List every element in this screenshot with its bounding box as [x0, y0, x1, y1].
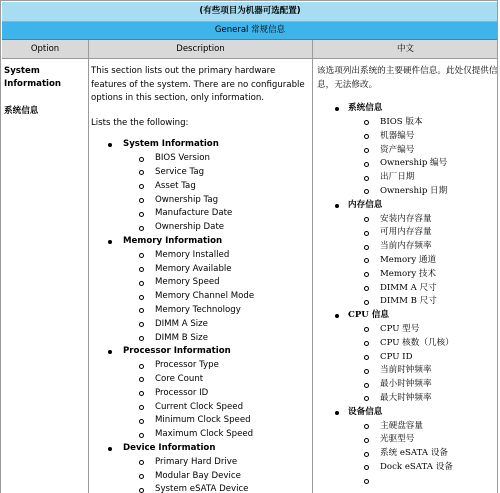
feature-item — [123, 428, 313, 442]
feature-item-label: Modular Bay Device — [155, 470, 241, 481]
circle-bullet-icon — [139, 405, 144, 410]
circle-bullet-icon — [139, 157, 144, 162]
circle-bullet-icon — [139, 184, 144, 189]
feature-item — [348, 489, 498, 493]
feature-item-label: 机器编号 — [380, 130, 415, 141]
circle-bullet-icon — [139, 322, 144, 327]
feature-item — [123, 290, 313, 304]
feature-item-label: Dock eSATA 设备 — [380, 461, 453, 472]
feature-item-label: Ownership 日期 — [380, 185, 448, 196]
bullet-icon — [108, 143, 112, 147]
feature-item — [348, 433, 498, 447]
bullet-icon — [335, 204, 339, 208]
circle-bullet-icon — [139, 253, 144, 258]
feature-list — [91, 138, 313, 493]
bullet-icon — [335, 314, 339, 318]
circle-bullet-icon — [364, 327, 369, 332]
circle-bullet-icon — [139, 226, 144, 231]
circle-bullet-icon — [364, 189, 369, 194]
feature-item-label: Current Clock Speed — [155, 401, 244, 412]
feature-item — [348, 447, 498, 461]
feature-group — [91, 138, 313, 235]
chinese-cell — [317, 59, 498, 493]
bullet-icon — [108, 240, 112, 244]
circle-bullet-icon — [364, 438, 369, 443]
circle-bullet-icon — [139, 295, 144, 300]
feature-group — [317, 102, 498, 199]
description-cell — [91, 59, 313, 493]
feature-item — [348, 378, 498, 392]
feature-item — [348, 351, 498, 365]
option-cell — [4, 59, 86, 116]
feature-item — [123, 470, 313, 484]
feature-item-label: CPU 型号 — [380, 323, 420, 334]
feature-item — [348, 475, 498, 489]
circle-bullet-icon — [364, 258, 369, 263]
feature-item — [348, 157, 498, 171]
feature-item — [348, 144, 498, 158]
feature-group-title: CPU 信息 — [348, 310, 389, 321]
feature-item — [123, 387, 313, 401]
chinese-intro: 该选项列出系统的主要硬件信息。此处仅提供信息，无法修改。 — [317, 66, 498, 90]
feature-item — [348, 420, 498, 434]
feature-item-label: Memory Channel Mode — [155, 291, 255, 302]
feature-item-label: Manufacture Date — [155, 208, 233, 219]
circle-bullet-icon — [364, 341, 369, 346]
feature-group-title: 内存信息 — [348, 199, 383, 210]
feature-item — [348, 392, 498, 406]
feature-item — [348, 323, 498, 337]
circle-bullet-icon — [364, 286, 369, 291]
feature-sublist — [123, 249, 313, 346]
circle-bullet-icon — [139, 377, 144, 382]
feature-sublist — [348, 323, 498, 406]
feature-sublist — [348, 213, 498, 310]
feature-item-label: 出厂日期 — [380, 172, 415, 183]
feature-item-label: DIMM B Size — [155, 332, 208, 343]
circle-bullet-icon — [139, 364, 144, 369]
feature-item-label: DIMM B 尺寸 — [380, 296, 437, 307]
feature-item-label: Ownership 编号 — [380, 158, 448, 169]
feature-item-label: CPU ID — [380, 351, 413, 362]
column-header-description: Description — [89, 40, 312, 59]
feature-item — [348, 268, 498, 282]
feature-item — [123, 318, 313, 332]
circle-bullet-icon — [364, 369, 369, 374]
feature-item-label: Ownership Date — [155, 222, 225, 233]
feature-item — [348, 337, 498, 351]
feature-item — [123, 414, 313, 428]
feature-item — [123, 276, 313, 290]
description-lead: Lists the the following: — [91, 117, 189, 128]
circle-bullet-icon — [364, 300, 369, 305]
circle-bullet-icon — [364, 134, 369, 139]
feature-sublist — [123, 456, 313, 493]
feature-item-label: 系统 eSATA 设备 — [380, 448, 449, 459]
feature-item-label: Processor Type — [155, 360, 219, 371]
feature-item-label: 最小时钟频率 — [380, 379, 432, 390]
feature-item-label: 可用内存容量 — [380, 227, 432, 238]
feature-sublist — [348, 420, 498, 493]
feature-item — [123, 166, 313, 180]
feature-group — [91, 235, 313, 345]
circle-bullet-icon — [139, 198, 144, 203]
circle-bullet-icon — [364, 231, 369, 236]
bullet-icon — [335, 107, 339, 111]
feature-sublist — [348, 116, 498, 199]
option-title-chinese: 系统信息 — [4, 106, 39, 116]
feature-item — [348, 226, 498, 240]
circle-bullet-icon — [139, 391, 144, 396]
description-intro: This section lists out the primary hardware features of the system. There are no configurable options in this section, only information. — [91, 66, 305, 104]
feature-item — [123, 221, 313, 235]
feature-item-label: 当前内存频率 — [380, 241, 432, 252]
feature-item — [123, 263, 313, 277]
option-title-line1: System — [4, 66, 40, 76]
feature-item — [123, 249, 313, 263]
circle-bullet-icon — [364, 424, 369, 429]
feature-item-label: Memory Technology — [155, 304, 241, 315]
circle-bullet-icon — [139, 308, 144, 313]
feature-item — [348, 282, 498, 296]
feature-item-label: Memory Installed — [155, 249, 230, 260]
feature-item — [123, 207, 313, 221]
feature-item-label: Primary Hard Drive — [155, 456, 238, 467]
feature-item — [348, 130, 498, 144]
circle-bullet-icon — [364, 162, 369, 167]
feature-group-title: Device Information — [123, 442, 216, 453]
circle-bullet-icon — [364, 120, 369, 125]
feature-item — [348, 254, 498, 268]
feature-item-label: Ownership Tag — [155, 194, 219, 205]
feature-group-title: Memory Information — [123, 235, 223, 246]
feature-item-label: DIMM A 尺寸 — [380, 282, 437, 293]
feature-group-title: Processor Information — [123, 346, 231, 357]
feature-group-title: System Information — [123, 139, 219, 150]
feature-item-label: Maximum Clock Speed — [155, 429, 254, 440]
circle-bullet-icon — [139, 433, 144, 438]
optional-config-banner: (有些项目为机器可选配置) — [2, 2, 498, 22]
circle-bullet-icon — [139, 460, 144, 465]
feature-item-label: CPU 核数（几核） — [380, 337, 454, 348]
feature-item — [123, 304, 313, 318]
feature-item — [123, 401, 313, 415]
feature-item-label: Memory 技术 — [380, 268, 437, 279]
feature-item — [123, 152, 313, 166]
feature-item-label: Minimum Clock Speed — [155, 415, 251, 426]
feature-item-label: BIOS Version — [155, 153, 210, 164]
circle-bullet-icon — [139, 267, 144, 272]
circle-bullet-icon — [139, 281, 144, 286]
feature-item-label: Asset Tag — [155, 180, 196, 191]
feature-item-label: 安装内存容量 — [380, 213, 432, 224]
circle-bullet-icon — [364, 217, 369, 222]
circle-bullet-icon — [364, 148, 369, 153]
column-divider — [88, 40, 89, 493]
circle-bullet-icon — [139, 336, 144, 341]
feature-group — [317, 199, 498, 309]
circle-bullet-icon — [139, 170, 144, 175]
feature-item — [348, 461, 498, 475]
feature-item-label: Memory Available — [155, 263, 232, 274]
circle-bullet-icon — [139, 488, 144, 493]
circle-bullet-icon — [139, 474, 144, 479]
circle-bullet-icon — [364, 396, 369, 401]
feature-item-label: 光驱型号 — [380, 434, 415, 445]
feature-item — [348, 185, 498, 199]
feature-item-label: Core Count — [155, 373, 204, 384]
feature-item — [123, 180, 313, 194]
circle-bullet-icon — [364, 479, 369, 484]
feature-group — [317, 406, 498, 493]
feature-item-label: Memory 通道 — [380, 254, 437, 265]
circle-bullet-icon — [364, 272, 369, 277]
bullet-icon — [335, 411, 339, 415]
feature-item — [348, 364, 498, 378]
feature-item — [348, 171, 498, 185]
feature-group-title: 设备信息 — [348, 406, 383, 417]
feature-item-label: System eSATA Device — [155, 484, 249, 493]
feature-item-label: 资产编号 — [380, 144, 415, 155]
feature-group-title: 系统信息 — [348, 103, 383, 114]
column-header-option: Option — [2, 40, 88, 59]
feature-item-label: 最大时钟频率 — [380, 392, 432, 403]
circle-bullet-icon — [364, 245, 369, 250]
feature-item-label: DIMM A Size — [155, 318, 208, 329]
feature-group — [91, 345, 313, 442]
feature-sublist — [123, 359, 313, 442]
feature-item-label: BIOS 版本 — [380, 116, 423, 127]
section-header-general: General 常规信息 — [2, 22, 498, 40]
feature-item-label: 当前时钟频率 — [380, 365, 432, 376]
circle-bullet-icon — [364, 465, 369, 470]
feature-item — [123, 332, 313, 346]
bullet-icon — [108, 350, 112, 354]
circle-bullet-icon — [364, 383, 369, 388]
feature-item — [123, 373, 313, 387]
feature-item-label: Service Tag — [155, 166, 205, 177]
circle-bullet-icon — [364, 452, 369, 457]
circle-bullet-icon — [364, 176, 369, 181]
bullet-icon — [108, 447, 112, 451]
feature-item-label: Memory Speed — [155, 277, 220, 288]
feature-item-label: 主硬盘容量 — [380, 420, 423, 431]
feature-item — [348, 116, 498, 130]
feature-item — [123, 483, 313, 493]
feature-sublist — [123, 152, 313, 235]
feature-item — [123, 359, 313, 373]
feature-item — [348, 240, 498, 254]
feature-item-label: Processor ID — [155, 387, 209, 398]
feature-item — [348, 213, 498, 227]
feature-group — [91, 442, 313, 493]
feature-item — [123, 456, 313, 470]
circle-bullet-icon — [364, 355, 369, 360]
feature-item — [348, 295, 498, 309]
circle-bullet-icon — [139, 212, 144, 217]
feature-item — [123, 194, 313, 208]
circle-bullet-icon — [139, 419, 144, 424]
feature-group — [317, 309, 498, 406]
feature-list-chinese — [317, 102, 498, 493]
option-title-line2: Information — [4, 79, 62, 89]
column-header-chinese: 中文 — [313, 40, 498, 59]
